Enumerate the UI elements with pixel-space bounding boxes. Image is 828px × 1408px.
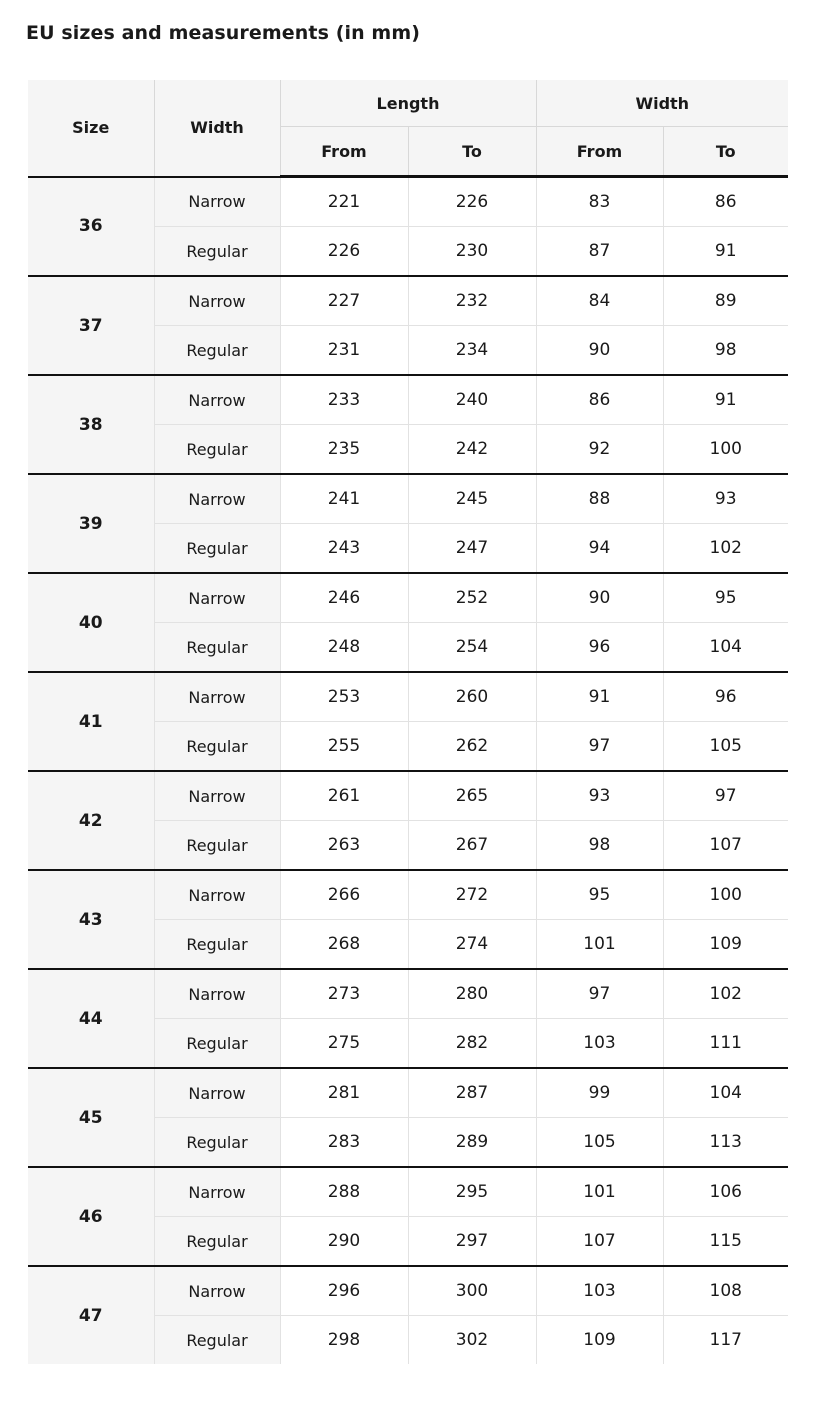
cell-width-to: 104 [663, 1068, 788, 1118]
page [0, 22, 828, 1364]
cell-width-type: Regular [154, 1316, 280, 1365]
cell-length-from: 266 [280, 870, 408, 920]
cell-length-from: 255 [280, 722, 408, 772]
cell-width-to: 106 [663, 1167, 788, 1217]
cell-length-from: 283 [280, 1118, 408, 1168]
cell-length-to: 260 [408, 672, 536, 722]
cell-length-from: 290 [280, 1217, 408, 1267]
cell-length-to: 226 [408, 177, 536, 227]
cell-length-to: 302 [408, 1316, 536, 1365]
cell-length-to: 247 [408, 524, 536, 574]
cell-length-to: 240 [408, 375, 536, 425]
cell-width-type: Regular [154, 1217, 280, 1267]
cell-length-to: 274 [408, 920, 536, 970]
cell-length-from: 273 [280, 969, 408, 1019]
cell-width-type: Narrow [154, 1167, 280, 1217]
cell-width-from: 90 [536, 573, 663, 623]
cell-width-to: 102 [663, 524, 788, 574]
cell-width-to: 105 [663, 722, 788, 772]
cell-width-to: 115 [663, 1217, 788, 1267]
cell-length-to: 234 [408, 326, 536, 376]
cell-length-from: 298 [280, 1316, 408, 1365]
page-title: EU sizes and measurements (in mm) [26, 22, 421, 44]
cell-length-from: 246 [280, 573, 408, 623]
cell-width-from: 87 [536, 227, 663, 277]
cell-width-from: 90 [536, 326, 663, 376]
cell-width-to: 91 [663, 375, 788, 425]
cell-width-type: Narrow [154, 375, 280, 425]
cell-width-from: 103 [536, 1019, 663, 1069]
cell-width-type: Regular [154, 920, 280, 970]
cell-length-from: 221 [280, 177, 408, 227]
cell-width-from: 101 [536, 1167, 663, 1217]
cell-length-to: 265 [408, 771, 536, 821]
table-row [28, 1266, 788, 1316]
cell-length-to: 300 [408, 1266, 536, 1316]
cell-width-type: Narrow [154, 276, 280, 326]
cell-width-type: Regular [154, 1019, 280, 1069]
cell-width-type: Narrow [154, 177, 280, 227]
cell-length-from: 275 [280, 1019, 408, 1069]
cell-width-to: 102 [663, 969, 788, 1019]
column-header-width: Width [154, 80, 280, 177]
table-row [28, 672, 788, 722]
cell-length-to: 232 [408, 276, 536, 326]
cell-size: 43 [28, 870, 154, 969]
cell-width-to: 93 [663, 474, 788, 524]
cell-width-from: 109 [536, 1316, 663, 1365]
cell-width-type: Narrow [154, 1266, 280, 1316]
cell-width-to: 100 [663, 425, 788, 475]
table-row [28, 1068, 788, 1118]
cell-width-to: 107 [663, 821, 788, 871]
cell-length-from: 268 [280, 920, 408, 970]
cell-width-to: 86 [663, 177, 788, 227]
cell-width-to: 108 [663, 1266, 788, 1316]
table-row [28, 276, 788, 326]
cell-width-type: Regular [154, 821, 280, 871]
cell-width-to: 98 [663, 326, 788, 376]
cell-length-from: 227 [280, 276, 408, 326]
size-chart-table [28, 80, 788, 1364]
cell-width-type: Regular [154, 722, 280, 772]
column-group-header-length: Length [280, 80, 536, 127]
cell-length-to: 282 [408, 1019, 536, 1069]
cell-length-from: 231 [280, 326, 408, 376]
cell-size: 45 [28, 1068, 154, 1167]
cell-width-from: 84 [536, 276, 663, 326]
cell-width-from: 83 [536, 177, 663, 227]
cell-length-to: 230 [408, 227, 536, 277]
cell-length-from: 288 [280, 1167, 408, 1217]
cell-length-from: 281 [280, 1068, 408, 1118]
cell-width-type: Regular [154, 1118, 280, 1168]
cell-length-to: 297 [408, 1217, 536, 1267]
cell-width-from: 98 [536, 821, 663, 871]
cell-size: 39 [28, 474, 154, 573]
table-header [28, 80, 788, 177]
cell-width-from: 97 [536, 722, 663, 772]
cell-width-to: 100 [663, 870, 788, 920]
cell-width-type: Regular [154, 425, 280, 475]
cell-width-from: 95 [536, 870, 663, 920]
cell-length-to: 287 [408, 1068, 536, 1118]
cell-width-from: 93 [536, 771, 663, 821]
cell-width-from: 92 [536, 425, 663, 475]
cell-length-to: 280 [408, 969, 536, 1019]
cell-size: 36 [28, 177, 154, 277]
cell-length-from: 226 [280, 227, 408, 277]
cell-size: 46 [28, 1167, 154, 1266]
cell-length-to: 295 [408, 1167, 536, 1217]
cell-width-type: Regular [154, 524, 280, 574]
column-header-size: Size [28, 80, 154, 177]
cell-size: 42 [28, 771, 154, 870]
cell-length-from: 243 [280, 524, 408, 574]
cell-width-to: 111 [663, 1019, 788, 1069]
column-header-length-from: From [280, 127, 408, 177]
cell-width-from: 105 [536, 1118, 663, 1168]
table-row [28, 573, 788, 623]
cell-length-from: 248 [280, 623, 408, 673]
cell-width-to: 91 [663, 227, 788, 277]
cell-width-from: 103 [536, 1266, 663, 1316]
cell-size: 44 [28, 969, 154, 1068]
size-chart-container [28, 80, 800, 1364]
cell-width-to: 113 [663, 1118, 788, 1168]
column-header-width-to: To [663, 127, 788, 177]
cell-width-type: Regular [154, 326, 280, 376]
table-row [28, 177, 788, 227]
cell-width-to: 97 [663, 771, 788, 821]
cell-size: 40 [28, 573, 154, 672]
cell-width-to: 89 [663, 276, 788, 326]
cell-width-type: Narrow [154, 969, 280, 1019]
cell-width-from: 99 [536, 1068, 663, 1118]
table-body [28, 177, 788, 1365]
cell-width-from: 96 [536, 623, 663, 673]
cell-length-to: 262 [408, 722, 536, 772]
table-row [28, 375, 788, 425]
table-row [28, 969, 788, 1019]
cell-width-type: Narrow [154, 1068, 280, 1118]
cell-width-type: Narrow [154, 573, 280, 623]
cell-size: 37 [28, 276, 154, 375]
cell-length-from: 233 [280, 375, 408, 425]
column-header-length-to: To [408, 127, 536, 177]
cell-width-type: Narrow [154, 672, 280, 722]
cell-length-to: 289 [408, 1118, 536, 1168]
cell-length-from: 253 [280, 672, 408, 722]
cell-width-from: 107 [536, 1217, 663, 1267]
column-group-header-width: Width [536, 80, 788, 127]
cell-width-to: 117 [663, 1316, 788, 1365]
cell-width-to: 95 [663, 573, 788, 623]
table-row [28, 870, 788, 920]
cell-length-to: 245 [408, 474, 536, 524]
cell-width-to: 96 [663, 672, 788, 722]
cell-size: 38 [28, 375, 154, 474]
column-header-width-from: From [536, 127, 663, 177]
cell-width-type: Regular [154, 623, 280, 673]
cell-width-type: Narrow [154, 771, 280, 821]
cell-width-from: 94 [536, 524, 663, 574]
cell-width-type: Regular [154, 227, 280, 277]
cell-length-from: 261 [280, 771, 408, 821]
cell-length-from: 296 [280, 1266, 408, 1316]
cell-length-to: 254 [408, 623, 536, 673]
cell-width-from: 91 [536, 672, 663, 722]
table-row [28, 474, 788, 524]
cell-length-from: 235 [280, 425, 408, 475]
cell-width-to: 109 [663, 920, 788, 970]
cell-width-to: 104 [663, 623, 788, 673]
cell-width-from: 97 [536, 969, 663, 1019]
cell-length-to: 242 [408, 425, 536, 475]
cell-size: 47 [28, 1266, 154, 1364]
cell-width-from: 88 [536, 474, 663, 524]
table-row [28, 1167, 788, 1217]
cell-length-to: 272 [408, 870, 536, 920]
cell-size: 41 [28, 672, 154, 771]
cell-width-from: 86 [536, 375, 663, 425]
cell-width-type: Narrow [154, 870, 280, 920]
cell-width-from: 101 [536, 920, 663, 970]
cell-length-to: 267 [408, 821, 536, 871]
table-row [28, 771, 788, 821]
cell-length-from: 263 [280, 821, 408, 871]
cell-length-to: 252 [408, 573, 536, 623]
cell-length-from: 241 [280, 474, 408, 524]
cell-width-type: Narrow [154, 474, 280, 524]
